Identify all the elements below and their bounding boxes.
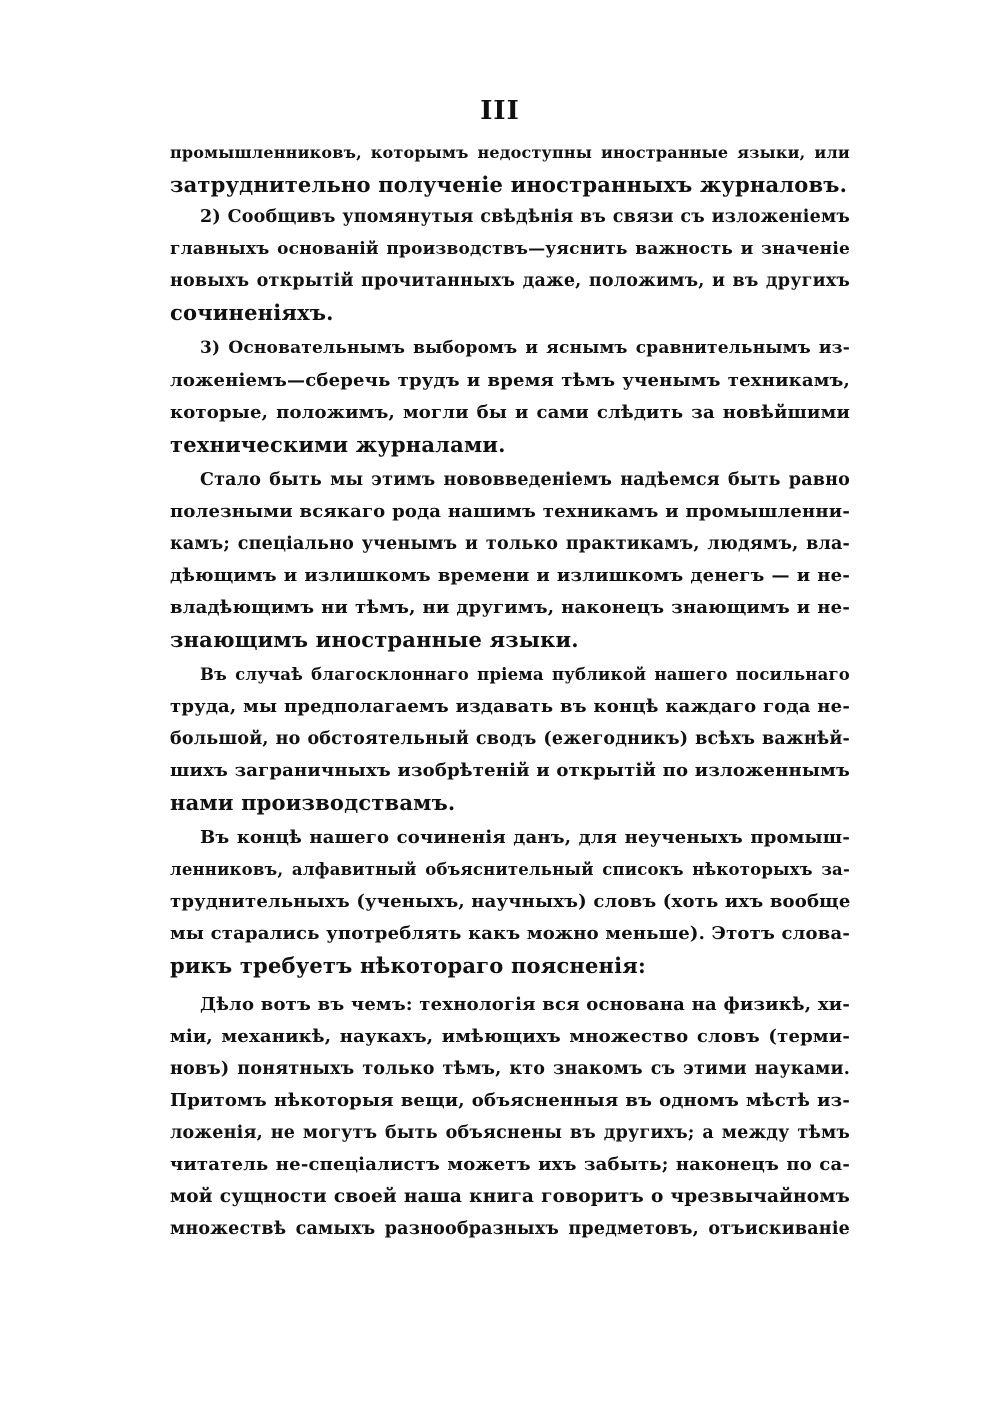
text-line: 2) Сообщивъ упомянутыя свѣдѣнія въ связи съ изложеніемъ (200, 207, 850, 227)
text-line: техническими журналами. (170, 432, 506, 457)
text-line: Дѣло вотъ въ чемъ: технологія вся основана на физикѣ, хи- (200, 994, 850, 1015)
text-line: труда, мы предполагаемъ издавать въ концѣ каждаго года не- (170, 696, 850, 717)
text-line: полезными всякаго рода нашимъ техникамъ и промышленни- (170, 501, 850, 522)
text-line: владѣющимъ ни тѣмъ, ни другимъ, наконецъ знающимъ и не- (170, 597, 850, 618)
text-line: затруднительно полученіе иностранныхъ журналовъ. (170, 172, 848, 197)
page-number: III (480, 96, 520, 126)
text-line: множествѣ самыхъ разнообразныхъ предметовъ, отъискиваніе (170, 1219, 850, 1239)
text-line: труднительныхъ (ученыхъ, научныхъ) словъ (хоть ихъ вообще (170, 891, 851, 912)
text-line: Въ случаѣ благосклоннаго пріема публикой нашего посильнаго (200, 665, 850, 684)
text-line: шихъ заграничныхъ изобрѣтеній и открытій по изложеннымъ (170, 760, 850, 781)
text-line: міи, механикѣ, наукахъ, имѣющихъ множество словъ (терми- (170, 1026, 850, 1047)
text-line: Стало быть мы этимъ нововведеніемъ надѣемся быть равно (200, 470, 850, 490)
text-line: которые, положимъ, могли бы и сами слѣдить за новѣйшими (170, 402, 850, 423)
text-line: камъ; спеціально ученымъ и только практикамъ, людямъ, вла- (170, 534, 850, 554)
text-line: Въ концѣ нашего сочиненія данъ, для неученыхъ промыш- (200, 827, 850, 848)
text-line: ленниковъ, алфавитный объяснительный списокъ нѣкоторыхъ за- (170, 860, 850, 879)
text-line: дѣющимъ и излишкомъ времени и излишкомъ денегъ — и не- (170, 565, 850, 586)
text-line: нами производствамъ. (170, 790, 456, 815)
text-line: рикъ требуетъ нѣкотораго поясненія: (170, 953, 646, 978)
text-line: главныхъ основаній производствъ—уяснить важность и значеніе (170, 239, 850, 259)
text-line: новыхъ открытій прочитанныхъ даже, положимъ, и въ другихъ (170, 271, 850, 291)
text-line: новъ) понятныхъ только тѣмъ, кто знакомъ съ этими науками. (170, 1059, 850, 1079)
text-line: читатель не-спеціалистъ можетъ ихъ забыть; наконецъ по са- (170, 1154, 850, 1175)
text-line: промышленниковъ, которымъ недоступны иностранные языки, или (170, 143, 850, 162)
text-line: сочиненіяхъ. (170, 300, 334, 325)
text-line: большой, но обстоятельный сводъ (ежегодникъ) всѣхъ важнѣй- (170, 729, 850, 749)
text-line: ложенія, не могутъ быть объяснены въ другихъ; а между тѣмъ (170, 1123, 850, 1143)
text-line: 3) Основательнымъ выборомъ и яснымъ сравнительнымъ из- (200, 338, 850, 358)
text-line: ложеніемъ—сберечь трудъ и время тѣмъ ученымъ техникамъ, (170, 370, 850, 391)
text-line: мой сущности своей наша книга говоритъ о чрезвычайномъ (170, 1186, 850, 1207)
text-line: знающимъ иностранные языки. (170, 627, 579, 652)
text-line: Притомъ нѣкоторыя вещи, объясненныя въ одномъ мѣстѣ из- (170, 1090, 850, 1111)
text-line: мы старались употреблять какъ можно меньше). Этотъ слова- (170, 923, 850, 944)
